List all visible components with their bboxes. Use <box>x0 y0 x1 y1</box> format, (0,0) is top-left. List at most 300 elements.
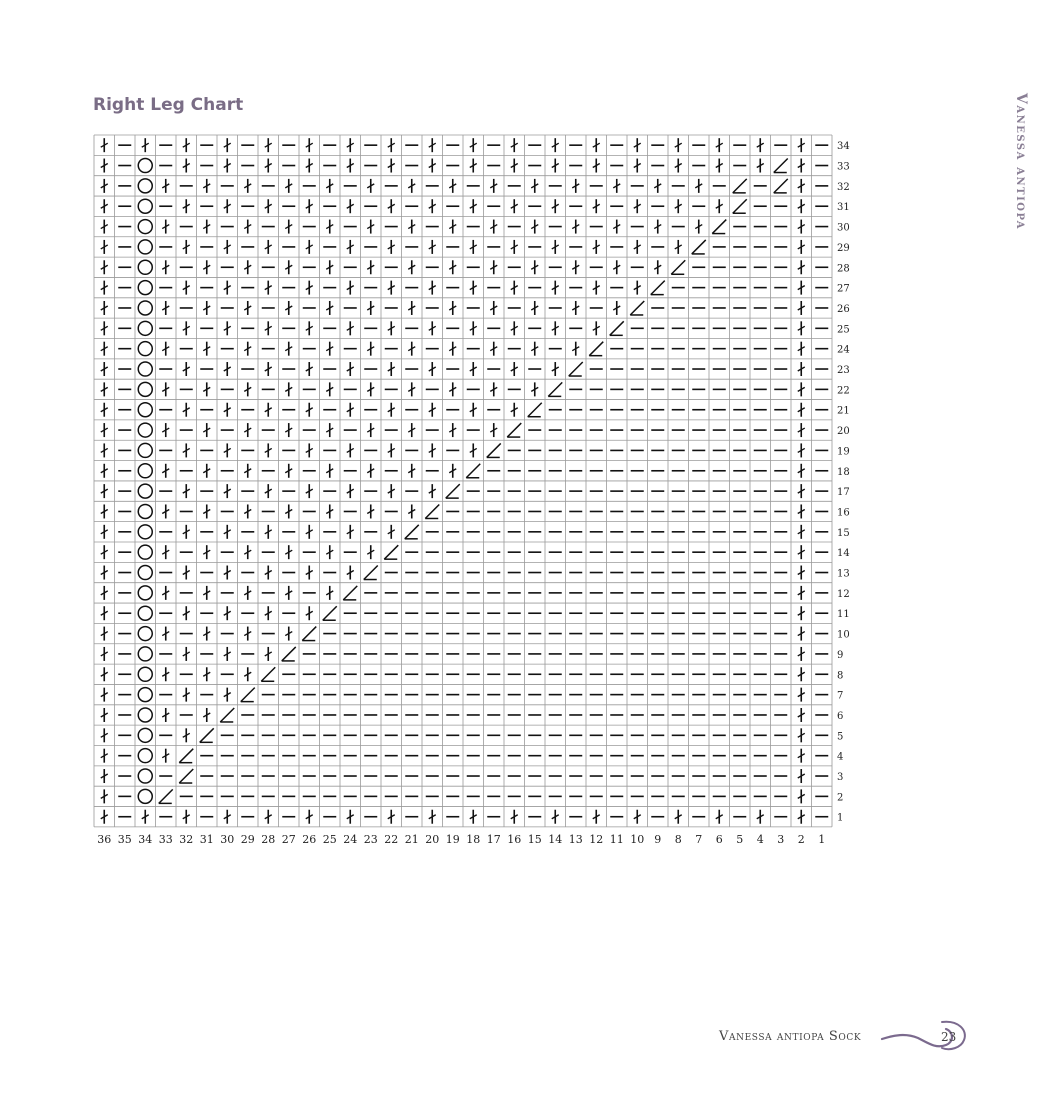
knit-tbl-symbol <box>101 586 108 600</box>
knit-tbl-symbol <box>347 484 354 498</box>
knit-tbl-symbol <box>798 484 805 498</box>
knit-tbl-symbol <box>552 199 559 213</box>
knit-tbl-symbol <box>203 627 210 641</box>
knit-tbl-symbol <box>244 504 251 518</box>
knit-tbl-symbol <box>408 179 415 193</box>
knit-tbl-symbol <box>183 525 190 539</box>
knit-tbl-symbol <box>265 321 272 335</box>
knit-tbl-symbol <box>265 403 272 417</box>
column-number: 29 <box>240 832 255 846</box>
knit-tbl-symbol <box>183 728 190 742</box>
yarn-over-symbol <box>138 504 152 518</box>
decrease-symbol <box>425 504 439 518</box>
knit-tbl-symbol <box>142 138 149 152</box>
knit-tbl-symbol <box>798 423 805 437</box>
knit-tbl-symbol <box>429 403 436 417</box>
row-number: 33 <box>837 161 850 173</box>
knit-tbl-symbol <box>470 321 477 335</box>
knit-tbl-symbol <box>285 423 292 437</box>
knit-tbl-symbol <box>265 240 272 254</box>
knit-tbl-symbol <box>101 240 108 254</box>
knit-tbl-symbol <box>101 708 108 722</box>
knit-tbl-symbol <box>511 240 518 254</box>
knit-tbl-symbol <box>675 240 682 254</box>
column-number: 7 <box>695 832 703 846</box>
column-number: 34 <box>138 832 153 846</box>
knit-tbl-symbol <box>490 260 497 274</box>
decrease-symbol <box>241 688 255 702</box>
knit-tbl-symbol <box>347 240 354 254</box>
knit-tbl-symbol <box>470 443 477 457</box>
decrease-symbol <box>528 403 542 417</box>
column-number: 15 <box>527 832 542 846</box>
decrease-symbol <box>159 789 173 803</box>
knit-tbl-symbol <box>367 220 374 234</box>
knit-tbl-symbol <box>101 220 108 234</box>
knit-tbl-symbol <box>265 647 272 661</box>
knit-tbl-symbol <box>798 159 805 173</box>
knit-tbl-symbol <box>306 606 313 620</box>
knit-tbl-symbol <box>367 382 374 396</box>
knit-tbl-symbol <box>511 810 518 824</box>
decrease-symbol <box>282 647 296 661</box>
knit-tbl-symbol <box>244 342 251 356</box>
row-number: 15 <box>837 527 850 539</box>
knit-tbl-symbol <box>285 220 292 234</box>
row-number: 3 <box>837 772 844 784</box>
knit-tbl-symbol <box>388 240 395 254</box>
column-number: 32 <box>179 832 194 846</box>
knit-tbl-symbol <box>183 199 190 213</box>
knit-tbl-symbol <box>183 240 190 254</box>
knit-tbl-symbol <box>285 545 292 559</box>
yarn-over-symbol <box>138 627 152 641</box>
yarn-over-symbol <box>138 403 152 417</box>
row-number: 5 <box>837 731 844 743</box>
row-number: 13 <box>837 568 850 580</box>
knit-tbl-symbol <box>203 708 210 722</box>
knit-tbl-symbol <box>326 220 333 234</box>
knit-tbl-symbol <box>101 464 108 478</box>
yarn-over-symbol <box>138 443 152 457</box>
knit-tbl-symbol <box>552 281 559 295</box>
knit-tbl-symbol <box>593 281 600 295</box>
decrease-symbol <box>569 362 583 376</box>
knit-tbl-symbol <box>101 504 108 518</box>
decrease-symbol <box>179 749 193 763</box>
knit-tbl-symbol <box>613 220 620 234</box>
row-number: 2 <box>837 792 844 804</box>
knit-tbl-symbol <box>572 342 579 356</box>
knit-tbl-symbol <box>490 382 497 396</box>
decrease-symbol <box>384 545 398 559</box>
knit-tbl-symbol <box>634 159 641 173</box>
knit-tbl-symbol <box>265 443 272 457</box>
knit-tbl-symbol <box>183 688 190 702</box>
decrease-symbol <box>589 342 603 356</box>
knit-tbl-symbol <box>162 220 169 234</box>
knit-tbl-symbol <box>798 789 805 803</box>
knit-tbl-symbol <box>798 504 805 518</box>
knit-tbl-symbol <box>224 362 231 376</box>
knit-tbl-symbol <box>306 566 313 580</box>
knit-tbl-symbol <box>593 810 600 824</box>
knit-tbl-symbol <box>367 260 374 274</box>
row-number-labels <box>837 141 850 824</box>
knit-tbl-symbol <box>470 281 477 295</box>
knit-tbl-symbol <box>347 281 354 295</box>
knit-tbl-symbol <box>265 362 272 376</box>
column-number: 36 <box>97 832 112 846</box>
knit-tbl-symbol <box>162 504 169 518</box>
row-number: 4 <box>837 751 844 763</box>
knit-tbl-symbol <box>347 199 354 213</box>
knit-tbl-symbol <box>613 301 620 315</box>
decrease-symbol <box>774 159 788 173</box>
knit-tbl-symbol <box>798 525 805 539</box>
knit-tbl-symbol <box>326 464 333 478</box>
knit-tbl-symbol <box>408 220 415 234</box>
knit-tbl-symbol <box>429 810 436 824</box>
knit-tbl-symbol <box>798 321 805 335</box>
knit-tbl-symbol <box>183 810 190 824</box>
knit-tbl-symbol <box>101 667 108 681</box>
knit-tbl-symbol <box>224 159 231 173</box>
knit-tbl-symbol <box>552 138 559 152</box>
knit-tbl-symbol <box>326 301 333 315</box>
knit-tbl-symbol <box>203 342 210 356</box>
knit-tbl-symbol <box>101 688 108 702</box>
knit-tbl-symbol <box>798 260 805 274</box>
knit-tbl-symbol <box>244 179 251 193</box>
knit-tbl-symbol <box>798 464 805 478</box>
row-number: 9 <box>837 649 844 661</box>
knit-tbl-symbol <box>326 504 333 518</box>
decrease-symbol <box>302 627 316 641</box>
knit-tbl-symbol <box>224 810 231 824</box>
knit-tbl-symbol <box>388 525 395 539</box>
column-number: 20 <box>425 832 440 846</box>
decrease-symbol <box>446 484 460 498</box>
knit-tbl-symbol <box>306 199 313 213</box>
yarn-over-symbol <box>138 423 152 437</box>
knit-tbl-symbol <box>101 260 108 274</box>
knit-tbl-symbol <box>162 423 169 437</box>
decrease-symbol <box>487 443 501 457</box>
decrease-symbol <box>671 260 685 274</box>
column-number: 4 <box>756 832 764 846</box>
knit-tbl-symbol <box>552 159 559 173</box>
knit-tbl-symbol <box>429 484 436 498</box>
knit-tbl-symbol <box>326 342 333 356</box>
knit-tbl-symbol <box>265 525 272 539</box>
knit-tbl-symbol <box>101 281 108 295</box>
knit-tbl-symbol <box>388 362 395 376</box>
knit-tbl-symbol <box>552 810 559 824</box>
knit-tbl-symbol <box>183 138 190 152</box>
knit-tbl-symbol <box>798 545 805 559</box>
yarn-over-symbol <box>138 749 152 763</box>
footer-pattern-title: Vanessa antiopa Sock <box>719 1029 862 1044</box>
knit-tbl-symbol <box>347 525 354 539</box>
knit-tbl-symbol <box>449 301 456 315</box>
knit-tbl-symbol <box>101 484 108 498</box>
knit-tbl-symbol <box>347 810 354 824</box>
knit-tbl-symbol <box>798 769 805 783</box>
yarn-over-symbol <box>138 464 152 478</box>
knit-tbl-symbol <box>183 362 190 376</box>
knit-tbl-symbol <box>695 179 702 193</box>
knit-tbl-symbol <box>654 220 661 234</box>
knit-tbl-symbol <box>326 586 333 600</box>
yarn-over-symbol <box>138 260 152 274</box>
knit-tbl-symbol <box>798 586 805 600</box>
row-number: 14 <box>837 548 850 560</box>
knit-tbl-symbol <box>183 566 190 580</box>
knit-tbl-symbol <box>449 382 456 396</box>
knit-tbl-symbol <box>470 362 477 376</box>
knit-tbl-symbol <box>798 647 805 661</box>
knit-tbl-symbol <box>388 159 395 173</box>
knit-tbl-symbol <box>265 138 272 152</box>
row-number: 24 <box>837 344 850 356</box>
knit-tbl-symbol <box>449 342 456 356</box>
knit-tbl-symbol <box>306 362 313 376</box>
column-number: 5 <box>736 832 744 846</box>
knit-tbl-symbol <box>798 220 805 234</box>
knit-tbl-symbol <box>408 464 415 478</box>
column-number: 33 <box>158 832 173 846</box>
knit-tbl-symbol <box>265 281 272 295</box>
knit-tbl-symbol <box>531 301 538 315</box>
yarn-over-symbol <box>138 301 152 315</box>
knit-tbl-symbol <box>593 321 600 335</box>
column-number: 27 <box>281 832 296 846</box>
knit-tbl-symbol <box>285 627 292 641</box>
knit-tbl-symbol <box>798 342 805 356</box>
knit-tbl-symbol <box>552 362 559 376</box>
knit-tbl-symbol <box>285 179 292 193</box>
knit-tbl-symbol <box>675 199 682 213</box>
decrease-symbol <box>323 606 337 620</box>
yarn-over-symbol <box>138 484 152 498</box>
column-number: 19 <box>445 832 460 846</box>
knit-tbl-symbol <box>511 138 518 152</box>
knit-tbl-symbol <box>367 545 374 559</box>
row-number: 21 <box>837 405 850 417</box>
decrease-symbol <box>610 321 624 335</box>
column-number: 21 <box>404 832 419 846</box>
knit-tbl-symbol <box>306 281 313 295</box>
column-number: 9 <box>654 832 662 846</box>
knit-tbl-symbol <box>511 281 518 295</box>
knit-tbl-symbol <box>101 627 108 641</box>
knit-tbl-symbol <box>224 443 231 457</box>
knit-tbl-symbol <box>101 566 108 580</box>
knit-tbl-symbol <box>306 138 313 152</box>
knit-tbl-symbol <box>203 545 210 559</box>
yarn-over-symbol <box>138 647 152 661</box>
decrease-symbol <box>733 199 747 213</box>
knit-tbl-symbol <box>429 240 436 254</box>
yarn-over-symbol <box>138 688 152 702</box>
knit-tbl-symbol <box>613 260 620 274</box>
knit-tbl-symbol <box>162 708 169 722</box>
decrease-symbol <box>405 525 419 539</box>
knit-tbl-symbol <box>101 199 108 213</box>
knit-tbl-symbol <box>511 403 518 417</box>
column-number: 28 <box>261 832 276 846</box>
knit-tbl-symbol <box>798 281 805 295</box>
knit-tbl-symbol <box>798 810 805 824</box>
knit-tbl-symbol <box>654 260 661 274</box>
decrease-symbol <box>692 240 706 254</box>
yarn-over-symbol <box>138 566 152 580</box>
knit-tbl-symbol <box>388 810 395 824</box>
knit-tbl-symbol <box>203 179 210 193</box>
knit-tbl-symbol <box>449 423 456 437</box>
knit-tbl-symbol <box>244 586 251 600</box>
yarn-over-symbol <box>138 769 152 783</box>
yarn-over-symbol <box>138 586 152 600</box>
knit-tbl-symbol <box>531 220 538 234</box>
column-number-labels <box>97 833 825 846</box>
knit-tbl-symbol <box>224 199 231 213</box>
knit-tbl-symbol <box>367 179 374 193</box>
decrease-symbol <box>733 179 747 193</box>
page-number: 23 <box>941 1030 957 1044</box>
knit-tbl-symbol <box>306 321 313 335</box>
knit-tbl-symbol <box>798 667 805 681</box>
knit-tbl-symbol <box>347 362 354 376</box>
knit-tbl-symbol <box>101 301 108 315</box>
column-number: 18 <box>466 832 481 846</box>
knit-tbl-symbol <box>388 281 395 295</box>
knit-tbl-symbol <box>757 810 764 824</box>
knit-tbl-symbol <box>306 484 313 498</box>
knit-tbl-symbol <box>326 423 333 437</box>
knit-tbl-symbol <box>306 159 313 173</box>
knit-tbl-symbol <box>162 627 169 641</box>
knit-tbl-symbol <box>183 484 190 498</box>
knit-tbl-symbol <box>224 281 231 295</box>
knit-tbl-symbol <box>285 301 292 315</box>
knit-tbl-symbol <box>183 443 190 457</box>
yarn-over-symbol <box>138 789 152 803</box>
knit-tbl-symbol <box>101 159 108 173</box>
knit-tbl-symbol <box>408 301 415 315</box>
knit-tbl-symbol <box>490 179 497 193</box>
knit-tbl-symbol <box>285 260 292 274</box>
knit-tbl-symbol <box>716 810 723 824</box>
decrease-symbol <box>774 179 788 193</box>
knit-tbl-symbol <box>203 423 210 437</box>
decrease-symbol <box>712 220 726 234</box>
knit-tbl-symbol <box>285 586 292 600</box>
column-number: 1 <box>818 832 826 846</box>
knit-tbl-symbol <box>101 423 108 437</box>
knit-tbl-symbol <box>388 321 395 335</box>
knit-tbl-symbol <box>101 789 108 803</box>
knit-tbl-symbol <box>306 810 313 824</box>
knit-tbl-symbol <box>101 321 108 335</box>
knit-tbl-symbol <box>285 464 292 478</box>
row-number: 6 <box>837 710 844 722</box>
knit-tbl-symbol <box>572 220 579 234</box>
decrease-symbol <box>507 423 521 437</box>
knit-tbl-symbol <box>347 403 354 417</box>
knit-tbl-symbol <box>675 159 682 173</box>
row-number: 11 <box>837 609 850 621</box>
knit-tbl-symbol <box>244 667 251 681</box>
knit-tbl-symbol <box>511 321 518 335</box>
knit-tbl-symbol <box>224 688 231 702</box>
knit-tbl-symbol <box>470 403 477 417</box>
knit-tbl-symbol <box>593 240 600 254</box>
knit-tbl-symbol <box>757 159 764 173</box>
knit-tbl-symbol <box>244 464 251 478</box>
knit-tbl-symbol <box>552 240 559 254</box>
knit-tbl-symbol <box>183 159 190 173</box>
knit-tbl-symbol <box>347 138 354 152</box>
knit-tbl-symbol <box>798 566 805 580</box>
knit-tbl-symbol <box>572 179 579 193</box>
yarn-over-symbol <box>138 362 152 376</box>
yarn-over-symbol <box>138 606 152 620</box>
row-number: 20 <box>837 426 850 438</box>
knit-tbl-symbol <box>326 382 333 396</box>
knit-tbl-symbol <box>101 443 108 457</box>
row-number: 8 <box>837 670 844 682</box>
knit-tbl-symbol <box>162 301 169 315</box>
yarn-over-symbol <box>138 728 152 742</box>
knit-tbl-symbol <box>203 220 210 234</box>
knit-tbl-symbol <box>101 647 108 661</box>
knit-tbl-symbol <box>593 199 600 213</box>
knit-tbl-symbol <box>224 606 231 620</box>
knit-tbl-symbol <box>798 688 805 702</box>
decrease-symbol <box>200 728 214 742</box>
knit-tbl-symbol <box>449 464 456 478</box>
knit-tbl-symbol <box>798 443 805 457</box>
knit-tbl-symbol <box>347 443 354 457</box>
knit-tbl-symbol <box>634 240 641 254</box>
knit-tbl-symbol <box>203 260 210 274</box>
knit-tbl-symbol <box>162 464 169 478</box>
knit-tbl-symbol <box>142 810 149 824</box>
column-number: 13 <box>568 832 583 846</box>
knit-tbl-symbol <box>224 647 231 661</box>
decorative-swirl-icon <box>880 1018 970 1054</box>
column-number: 31 <box>199 832 214 846</box>
knit-tbl-symbol <box>408 382 415 396</box>
column-number: 8 <box>674 832 682 846</box>
knit-tbl-symbol <box>634 810 641 824</box>
row-number: 10 <box>837 629 850 641</box>
row-number: 26 <box>837 303 850 315</box>
knit-tbl-symbol <box>101 362 108 376</box>
knit-tbl-symbol <box>757 138 764 152</box>
decrease-symbol <box>220 708 234 722</box>
knit-tbl-symbol <box>798 606 805 620</box>
knit-tbl-symbol <box>593 159 600 173</box>
knit-tbl-symbol <box>429 159 436 173</box>
yarn-over-symbol <box>138 281 152 295</box>
knit-tbl-symbol <box>798 199 805 213</box>
knit-tbl-symbol <box>798 138 805 152</box>
knit-tbl-symbol <box>531 179 538 193</box>
row-number: 28 <box>837 263 850 275</box>
